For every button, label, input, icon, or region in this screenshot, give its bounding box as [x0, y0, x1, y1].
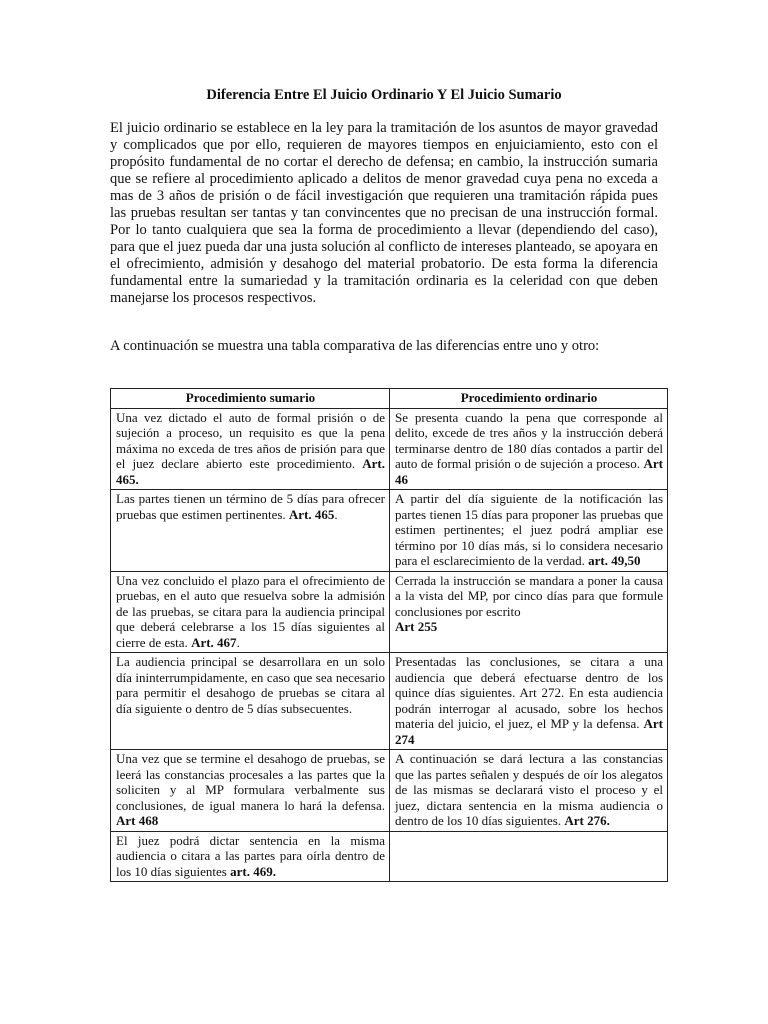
article-reference: Art 274	[395, 716, 664, 747]
document-title: Diferencia Entre El Juicio Ordinario Y El Juicio Sumario	[206, 87, 562, 103]
table-header-row	[111, 389, 668, 409]
cell-sumario	[111, 490, 390, 572]
table-intro-paragraph: A continuación se muestra una tabla comparativa de las diferencias entre uno y otro:	[110, 338, 600, 354]
comparison-table	[110, 388, 668, 882]
cell-ordinario	[390, 653, 668, 750]
table-row	[111, 831, 668, 882]
cell-text: Una vez que se termine el desahogo de pruebas, se leerá las constancias procesales a las partes que la soliciten y al MP formulara verbalmente sus conclusiones, de igual manera lo hará la defensa.	[116, 751, 385, 813]
article-reference: Art. 467	[191, 634, 237, 650]
article-reference: art. 469.	[230, 863, 276, 879]
intro-paragraph: El juicio ordinario se establece en la ley para la tramitación de los asuntos de mayor gravedad y complicados que por ello, requieren de mayores tiempos en enjuiciamiento, esto con el propósito fundamental de no cortar el derecho de defensa; en cambio, la instrucción sumaria que se refiere al procedimiento aplicado a delitos de menor gravedad cuya pena no exceda a mas de 3 años de prisión o de fácil investigación que requieren una tramitación rápida pues las pruebas resultan ser tantas y tan convincentes que no precisan de una instrucción formal. Por lo tanto cualquiera que sea la forma de procedimiento a llevar (dependiendo del caso), para que el juez pueda dar una justa solución al conflicto de intereses planteado, se apoyara en el ofrecimiento, admisión y desahogo del material probatorio. De esta forma la diferencia fundamental entre la sumariedad y la tramitación ordinaria es la celeridad con que deben manejarse los procesos respectivos.	[110, 120, 658, 306]
cell-ordinario	[390, 490, 668, 572]
cell-sumario	[111, 831, 390, 882]
cell-text: La audiencia principal se desarrollara en un solo día ininterrumpidamente, en caso que sea necesario para permitir el desahogo de pruebas se citara al día siguiente o dentro de 5 días subsecuentes.	[116, 654, 385, 716]
article-reference: Art. 465	[288, 506, 335, 522]
cell-sumario	[111, 408, 390, 490]
cell-text-after: .	[334, 506, 338, 522]
article-reference: Art 46	[395, 456, 663, 487]
cell-text: A continuación se dará lectura a las constancias que las partes señalen y después de oír los alegatos de las mismas se declarará visto el proceso y el juez, dictara sentencia en la misma audiencia o dentro de los 10 días siguientes.	[395, 751, 663, 828]
cell-text: Una vez dictado el auto de formal prisión o de sujeción a proceso, un requisito es que la pena máxima no exceda de tres años de prisión para que el juez declare abierto este procedimiento.	[116, 409, 385, 471]
cell-text: Una vez concluido el plazo para el ofrecimiento de pruebas, en el auto que resuelva sobre la admisión de las pruebas, se citara para la audiencia principal que deberá celebrarse a los 15 días siguientes al cierre de esta.	[116, 572, 385, 650]
cell-text: Presentadas las conclusiones, se citara a una audiencia que deberá efectuarse dentro de los quince días siguientes. Art 272. En esta audiencia podrán interrogar al acusado, sobre los hechos materia del juicio, el juez, el MP y la defensa.	[395, 654, 663, 731]
article-reference: Art 468	[116, 813, 159, 828]
cell-ordinario	[390, 750, 668, 832]
article-reference: art. 49,50	[588, 553, 641, 568]
cell-text: El juez podrá dictar sentencia en la misma audiencia o citara a las partes para oírla dentro de los 10 días siguientes	[116, 832, 385, 879]
cell-text-after: .	[236, 634, 240, 650]
table-row	[111, 490, 668, 572]
cell-ordinario	[390, 571, 668, 653]
cell-text: Las partes tienen un término de 5 días para ofrecer pruebas que estimen pertinentes.	[116, 491, 385, 522]
article-reference: Art 276.	[564, 813, 610, 828]
table-row	[111, 571, 668, 653]
cell-ordinario	[390, 408, 668, 490]
cell-ordinario-empty	[390, 831, 668, 882]
cell-sumario	[111, 571, 390, 653]
table-row	[111, 750, 668, 832]
cell-sumario	[111, 750, 390, 832]
article-reference: Art 255	[395, 619, 438, 634]
cell-text: A partir del día siguiente de la notificación las partes tienen 15 días para proponer las pruebas que estimen pertinentes; el juez podrá ampliar ese término por 10 días más, si lo considera necesario para el esclarecimiento de la verdad.	[395, 491, 663, 568]
table-row	[111, 408, 668, 490]
header-sumario: Procedimiento sumario	[111, 389, 390, 409]
cell-text: Se presenta cuando la pena que corresponde al delito, excede de tres años y la instrucción deberá terminarse dentro de 180 días contados a partir del auto de formal prisión o de sujeción a proceso.	[395, 409, 663, 471]
cell-text: Cerrada la instrucción se mandara a poner la causa a la vista del MP, por cinco días para que formule conclusiones por escrito	[395, 572, 663, 619]
article-reference: Art. 465.	[116, 456, 386, 487]
cell-sumario	[111, 653, 390, 750]
table-row	[111, 653, 668, 750]
header-ordinario: Procedimiento ordinario	[390, 389, 668, 409]
